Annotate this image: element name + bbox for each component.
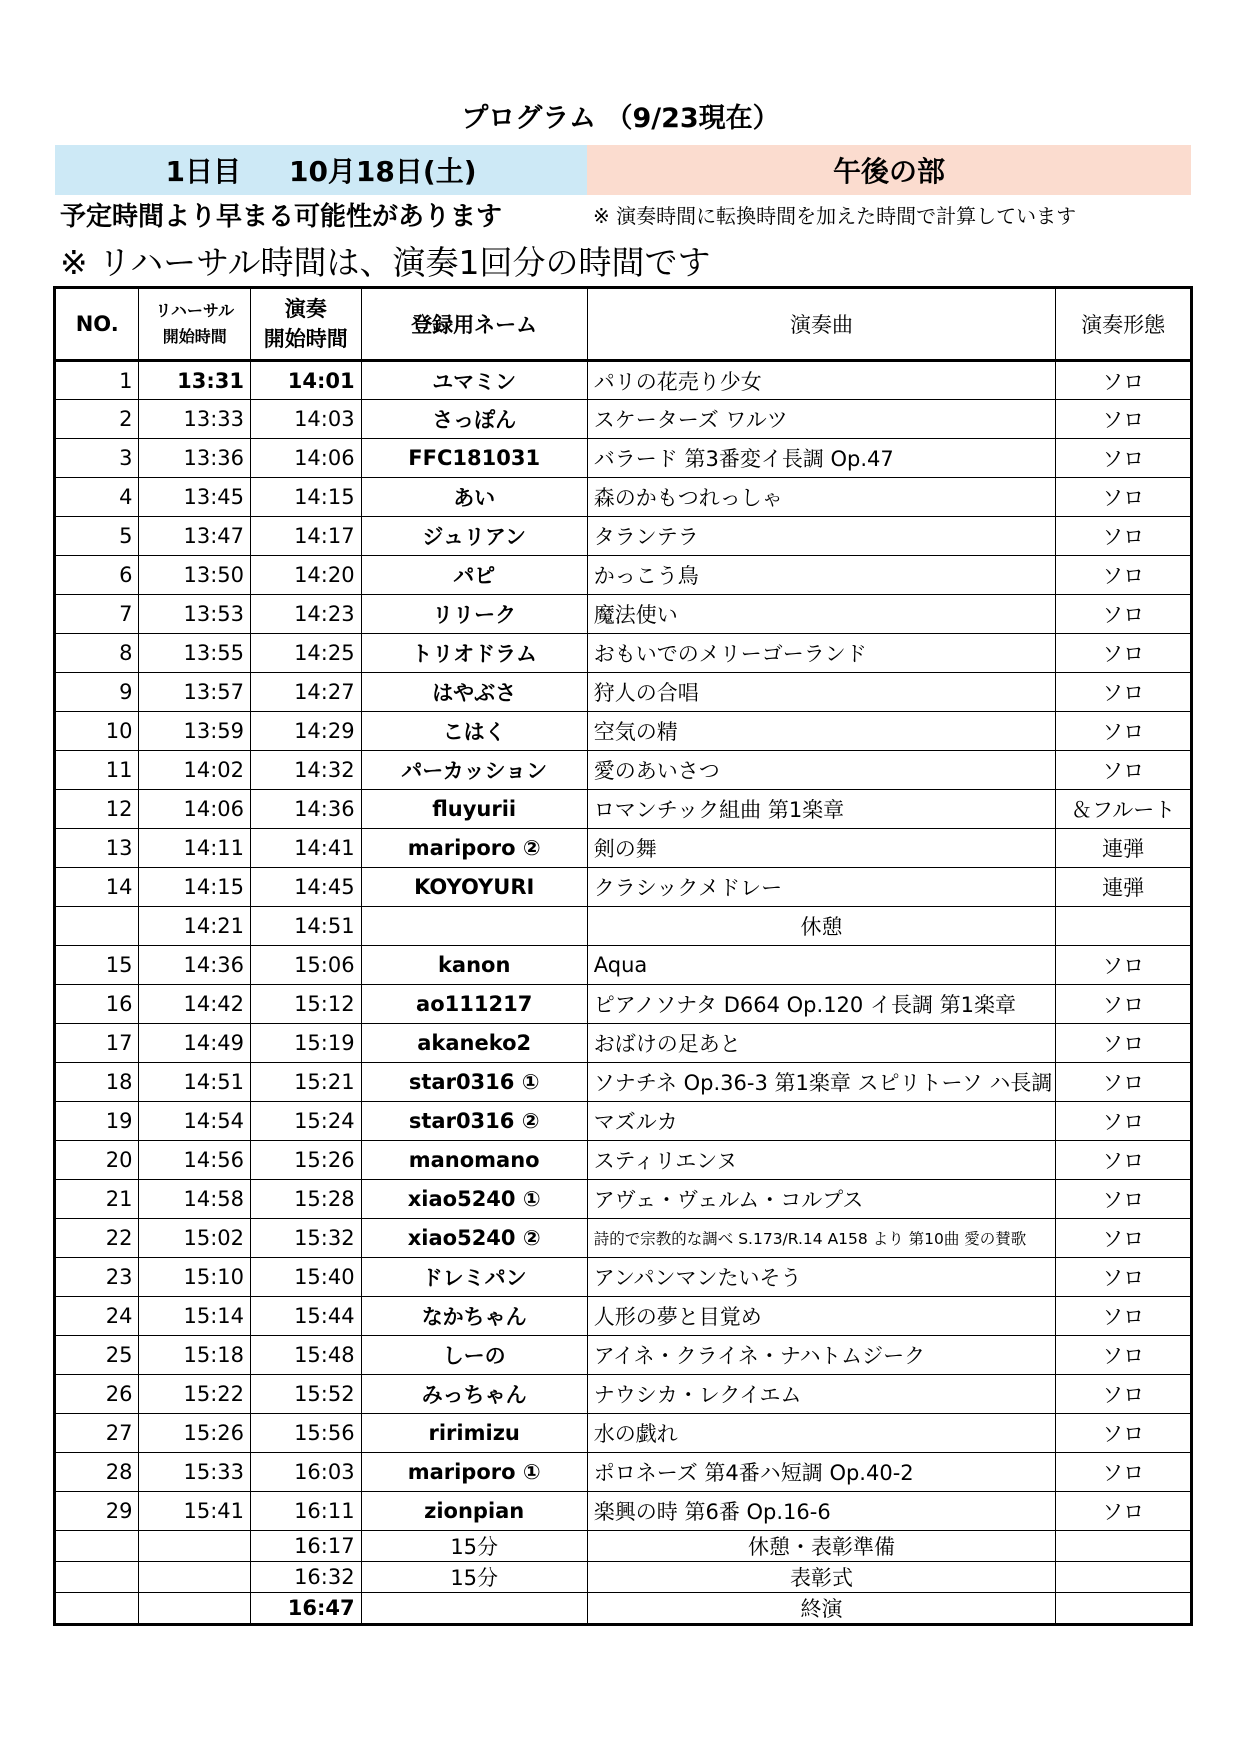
row-performance-time: 14:17 xyxy=(251,517,362,556)
table-row xyxy=(55,1414,1192,1453)
row-rehearsal-time xyxy=(139,1531,251,1562)
row-form: ソロ xyxy=(1056,517,1192,556)
row-piece: 水の戯れ xyxy=(587,1414,1055,1453)
table-row xyxy=(55,1063,1192,1102)
row-form: ソロ xyxy=(1056,595,1192,634)
row-form: ソロ xyxy=(1056,1375,1192,1414)
table-row xyxy=(55,556,1192,595)
table-row xyxy=(55,868,1192,907)
row-form: ソロ xyxy=(1056,634,1192,673)
row-performance-time: 14:25 xyxy=(251,634,362,673)
row-form: ソロ xyxy=(1056,1063,1192,1102)
row-piece: アヴェ・ヴェルム・コルプス xyxy=(587,1180,1055,1219)
row-name: star0316 ① xyxy=(361,1063,587,1102)
row-piece: タランテラ xyxy=(587,517,1055,556)
row-performance-time: 15:24 xyxy=(251,1102,362,1141)
row-piece: ポロネーズ 第4番ハ短調 Op.40-2 xyxy=(587,1453,1055,1492)
row-no: 4 xyxy=(55,478,139,517)
row-rehearsal-time: 15:02 xyxy=(139,1219,251,1258)
row-no: 26 xyxy=(55,1375,139,1414)
row-name: トリオドラム xyxy=(361,634,587,673)
row-rehearsal-time: 15:18 xyxy=(139,1336,251,1375)
table-row xyxy=(55,1297,1192,1336)
row-no: 1 xyxy=(55,361,139,400)
row-form: ソロ xyxy=(1056,556,1192,595)
row-rehearsal-time: 14:06 xyxy=(139,790,251,829)
row-no: 6 xyxy=(55,556,139,595)
row-no: 27 xyxy=(55,1414,139,1453)
row-no: 9 xyxy=(55,673,139,712)
row-form: ソロ xyxy=(1056,1414,1192,1453)
row-piece: パリの花売り少女 xyxy=(587,361,1055,400)
table-row xyxy=(55,517,1192,556)
day-label: 1日目 xyxy=(165,155,241,188)
row-no: 15 xyxy=(55,946,139,985)
calc-note: ※ 演奏時間に転換時間を加えた時間で計算しています xyxy=(593,204,1077,228)
row-form: ソロ xyxy=(1056,1102,1192,1141)
row-no: 19 xyxy=(55,1102,139,1141)
header-no: NO. xyxy=(55,288,139,361)
row-form: ソロ xyxy=(1056,946,1192,985)
row-piece: アンパンマンたいそう xyxy=(587,1258,1055,1297)
table-row xyxy=(55,1102,1192,1141)
row-performance-time: 16:11 xyxy=(251,1492,362,1531)
row-rehearsal-time: 13:36 xyxy=(139,439,251,478)
row-performance-time: 14:29 xyxy=(251,712,362,751)
row-rehearsal-time: 13:45 xyxy=(139,478,251,517)
table-row xyxy=(55,1024,1192,1063)
row-performance-time: 15:48 xyxy=(251,1336,362,1375)
table-row xyxy=(55,1562,1192,1593)
table-row xyxy=(55,1492,1192,1531)
table-row xyxy=(55,829,1192,868)
table-row xyxy=(55,1180,1192,1219)
day-bar xyxy=(55,145,587,195)
row-name: ririmizu xyxy=(361,1414,587,1453)
header-name: 登録用ネーム xyxy=(361,288,587,361)
row-form: ソロ xyxy=(1056,439,1192,478)
row-piece: 狩人の合唱 xyxy=(587,673,1055,712)
row-no: 8 xyxy=(55,634,139,673)
row-form: ソロ xyxy=(1056,1258,1192,1297)
row-form xyxy=(1056,1562,1192,1593)
row-form: ＆フルート xyxy=(1056,790,1192,829)
table-row xyxy=(55,985,1192,1024)
row-rehearsal-time xyxy=(139,1562,251,1593)
row-performance-time: 14:23 xyxy=(251,595,362,634)
row-rehearsal-time: 13:59 xyxy=(139,712,251,751)
row-piece: ピアノソナタ D664 Op.120 イ長調 第1楽章 xyxy=(587,985,1055,1024)
row-no: 13 xyxy=(55,829,139,868)
header-form: 演奏形態 xyxy=(1056,288,1192,361)
row-rehearsal-time: 14:15 xyxy=(139,868,251,907)
row-performance-time: 14:36 xyxy=(251,790,362,829)
row-performance-time: 16:47 xyxy=(251,1593,362,1625)
row-piece: 終演 xyxy=(587,1593,1055,1625)
row-piece: おもいでのメリーゴーランド xyxy=(587,634,1055,673)
row-rehearsal-time: 14:58 xyxy=(139,1180,251,1219)
row-piece: 愛のあいさつ xyxy=(587,751,1055,790)
row-name: はやぶさ xyxy=(361,673,587,712)
row-performance-time: 15:56 xyxy=(251,1414,362,1453)
row-name: さっぽん xyxy=(361,400,587,439)
row-name: ドレミパン xyxy=(361,1258,587,1297)
row-form: ソロ xyxy=(1056,1219,1192,1258)
row-performance-time: 15:44 xyxy=(251,1297,362,1336)
row-form: 連弾 xyxy=(1056,868,1192,907)
row-form: 連弾 xyxy=(1056,829,1192,868)
table-row xyxy=(55,946,1192,985)
row-rehearsal-time: 13:53 xyxy=(139,595,251,634)
row-name xyxy=(361,1593,587,1625)
session-bar xyxy=(587,145,1191,195)
row-name: xiao5240 ① xyxy=(361,1180,587,1219)
table-row xyxy=(55,790,1192,829)
row-form xyxy=(1056,907,1192,946)
row-name: ao111217 xyxy=(361,985,587,1024)
row-piece: 空気の精 xyxy=(587,712,1055,751)
row-rehearsal-time: 15:33 xyxy=(139,1453,251,1492)
row-rehearsal-time: 14:42 xyxy=(139,985,251,1024)
header-piece: 演奏曲 xyxy=(587,288,1055,361)
row-no: 28 xyxy=(55,1453,139,1492)
table-header-row xyxy=(55,288,1192,361)
row-performance-time: 15:32 xyxy=(251,1219,362,1258)
row-performance-time: 16:03 xyxy=(251,1453,362,1492)
row-piece: 詩的で宗教的な調べ S.173/R.14 A158 より 第10曲 愛の賛歌 xyxy=(587,1219,1055,1258)
table-row xyxy=(55,907,1192,946)
row-piece: スケーターズ ワルツ xyxy=(587,400,1055,439)
header-rehearsal-line1: リハーサル xyxy=(155,301,235,320)
row-name: リリーク xyxy=(361,595,587,634)
row-no xyxy=(55,907,139,946)
row-piece: 剣の舞 xyxy=(587,829,1055,868)
row-name: 15分 xyxy=(361,1531,587,1562)
row-no: 16 xyxy=(55,985,139,1024)
row-performance-time: 16:32 xyxy=(251,1562,362,1593)
row-rehearsal-time: 14:54 xyxy=(139,1102,251,1141)
row-performance-time: 15:28 xyxy=(251,1180,362,1219)
row-no: 29 xyxy=(55,1492,139,1531)
table-row xyxy=(55,595,1192,634)
row-piece: クラシックメドレー xyxy=(587,868,1055,907)
row-no xyxy=(55,1531,139,1562)
row-name: mariporo ① xyxy=(361,1453,587,1492)
row-form: ソロ xyxy=(1056,478,1192,517)
row-name: mariporo ② xyxy=(361,829,587,868)
row-rehearsal-time: 15:41 xyxy=(139,1492,251,1531)
row-form: ソロ xyxy=(1056,985,1192,1024)
row-name: zionpian xyxy=(361,1492,587,1531)
row-piece: 魔法使い xyxy=(587,595,1055,634)
row-performance-time: 14:20 xyxy=(251,556,362,595)
table-row xyxy=(55,439,1192,478)
row-name: fluyurii xyxy=(361,790,587,829)
row-piece: 森のかもつれっしゃ xyxy=(587,478,1055,517)
row-form: ソロ xyxy=(1056,1336,1192,1375)
row-name: みっちゃん xyxy=(361,1375,587,1414)
row-form: ソロ xyxy=(1056,1180,1192,1219)
row-piece: マズルカ xyxy=(587,1102,1055,1141)
table-row xyxy=(55,1219,1192,1258)
row-rehearsal-time: 14:11 xyxy=(139,829,251,868)
row-performance-time: 14:45 xyxy=(251,868,362,907)
row-name: star0316 ② xyxy=(361,1102,587,1141)
row-name xyxy=(361,907,587,946)
page-title: プログラム （9/23現在） xyxy=(461,103,780,134)
row-rehearsal-time: 15:14 xyxy=(139,1297,251,1336)
row-rehearsal-time: 13:57 xyxy=(139,673,251,712)
row-form xyxy=(1056,1531,1192,1562)
row-rehearsal-time: 14:51 xyxy=(139,1063,251,1102)
early-note: 予定時間より早まる可能性があります xyxy=(60,202,503,232)
row-performance-time: 14:32 xyxy=(251,751,362,790)
row-performance-time: 14:51 xyxy=(251,907,362,946)
row-form: ソロ xyxy=(1056,400,1192,439)
row-name: パピ xyxy=(361,556,587,595)
row-name: manomano xyxy=(361,1141,587,1180)
row-name: FFC181031 xyxy=(361,439,587,478)
row-form: ソロ xyxy=(1056,361,1192,400)
row-no: 23 xyxy=(55,1258,139,1297)
row-rehearsal-time: 15:10 xyxy=(139,1258,251,1297)
row-piece: Aqua xyxy=(587,946,1055,985)
row-no: 18 xyxy=(55,1063,139,1102)
row-piece: バラード 第3番変イ長調 Op.47 xyxy=(587,439,1055,478)
row-piece: ソナチネ Op.36-3 第1楽章 スピリトーソ ハ長調 xyxy=(587,1063,1055,1102)
row-piece: 楽興の時 第6番 Op.16-6 xyxy=(587,1492,1055,1531)
row-rehearsal-time: 15:26 xyxy=(139,1414,251,1453)
row-form: ソロ xyxy=(1056,1492,1192,1531)
row-name: あい xyxy=(361,478,587,517)
row-name: ジュリアン xyxy=(361,517,587,556)
row-rehearsal-time: 14:36 xyxy=(139,946,251,985)
header-perf-line2: 開始時間 xyxy=(263,327,348,351)
row-form: ソロ xyxy=(1056,1453,1192,1492)
row-form: ソロ xyxy=(1056,751,1192,790)
row-form xyxy=(1056,1593,1192,1625)
row-no: 22 xyxy=(55,1219,139,1258)
table-row xyxy=(55,1593,1192,1625)
row-no xyxy=(55,1593,139,1625)
row-performance-time: 14:15 xyxy=(251,478,362,517)
row-name: パーカッション xyxy=(361,751,587,790)
row-performance-time: 14:27 xyxy=(251,673,362,712)
row-no: 12 xyxy=(55,790,139,829)
header-performance-start xyxy=(251,288,362,361)
table-row xyxy=(55,361,1192,400)
row-rehearsal-time: 13:47 xyxy=(139,517,251,556)
row-form: ソロ xyxy=(1056,712,1192,751)
row-name: ユマミン xyxy=(361,361,587,400)
table-row xyxy=(55,712,1192,751)
row-performance-time: 15:40 xyxy=(251,1258,362,1297)
row-piece: 休憩 xyxy=(587,907,1055,946)
table-row xyxy=(55,400,1192,439)
row-name: 15分 xyxy=(361,1562,587,1593)
row-rehearsal-time: 13:55 xyxy=(139,634,251,673)
table-row xyxy=(55,1336,1192,1375)
row-performance-time: 14:06 xyxy=(251,439,362,478)
row-piece: スティリエンヌ xyxy=(587,1141,1055,1180)
row-name: KOYOYURI xyxy=(361,868,587,907)
row-piece: 人形の夢と目覚め xyxy=(587,1297,1055,1336)
table-row xyxy=(55,1453,1192,1492)
row-piece: おばけの足あと xyxy=(587,1024,1055,1063)
row-form: ソロ xyxy=(1056,1297,1192,1336)
row-rehearsal-time: 14:56 xyxy=(139,1141,251,1180)
row-performance-time: 14:01 xyxy=(251,361,362,400)
row-form: ソロ xyxy=(1056,673,1192,712)
row-rehearsal-time: 14:02 xyxy=(139,751,251,790)
row-piece: ロマンチック組曲 第1楽章 xyxy=(587,790,1055,829)
row-piece: 休憩・表彰準備 xyxy=(587,1531,1055,1562)
row-name: なかちゃん xyxy=(361,1297,587,1336)
row-no: 7 xyxy=(55,595,139,634)
row-no: 17 xyxy=(55,1024,139,1063)
row-rehearsal-time: 13:50 xyxy=(139,556,251,595)
row-piece: ナウシカ・レクイエム xyxy=(587,1375,1055,1414)
date-label: 10月18日(土) xyxy=(288,155,477,188)
row-no: 20 xyxy=(55,1141,139,1180)
row-performance-time: 15:21 xyxy=(251,1063,362,1102)
header-rehearsal-start xyxy=(139,288,251,361)
row-performance-time: 15:26 xyxy=(251,1141,362,1180)
row-no: 2 xyxy=(55,400,139,439)
row-piece: アイネ・クライネ・ナハトムジーク xyxy=(587,1336,1055,1375)
row-no: 3 xyxy=(55,439,139,478)
row-no xyxy=(55,1562,139,1593)
row-name: akaneko2 xyxy=(361,1024,587,1063)
row-performance-time: 14:03 xyxy=(251,400,362,439)
row-performance-time: 15:12 xyxy=(251,985,362,1024)
session-label: 午後の部 xyxy=(832,155,945,188)
table-row xyxy=(55,1258,1192,1297)
row-no: 5 xyxy=(55,517,139,556)
row-piece: 表彰式 xyxy=(587,1562,1055,1593)
table-row xyxy=(55,673,1192,712)
row-rehearsal-time: 13:31 xyxy=(139,361,251,400)
row-form: ソロ xyxy=(1056,1141,1192,1180)
table-row xyxy=(55,751,1192,790)
row-rehearsal-time xyxy=(139,1593,251,1625)
row-no: 24 xyxy=(55,1297,139,1336)
rehearsal-note: ※ リハーサル時間は、演奏1回分の時間です xyxy=(60,243,711,282)
header-rehearsal-line2: 開始時間 xyxy=(162,327,227,346)
row-no: 21 xyxy=(55,1180,139,1219)
row-name: しーの xyxy=(361,1336,587,1375)
row-rehearsal-time: 14:21 xyxy=(139,907,251,946)
row-performance-time: 15:52 xyxy=(251,1375,362,1414)
program-table xyxy=(53,286,1193,1626)
row-performance-time: 14:41 xyxy=(251,829,362,868)
row-rehearsal-time: 14:49 xyxy=(139,1024,251,1063)
table-row xyxy=(55,1141,1192,1180)
row-piece: かっこう鳥 xyxy=(587,556,1055,595)
row-performance-time: 15:19 xyxy=(251,1024,362,1063)
row-rehearsal-time: 15:22 xyxy=(139,1375,251,1414)
table-row xyxy=(55,478,1192,517)
row-name: xiao5240 ② xyxy=(361,1219,587,1258)
row-performance-time: 15:06 xyxy=(251,946,362,985)
row-no: 11 xyxy=(55,751,139,790)
row-form: ソロ xyxy=(1056,1024,1192,1063)
row-no: 10 xyxy=(55,712,139,751)
row-no: 25 xyxy=(55,1336,139,1375)
row-performance-time: 16:17 xyxy=(251,1531,362,1562)
table-row xyxy=(55,1531,1192,1562)
table-row xyxy=(55,634,1192,673)
header-perf-line1: 演奏 xyxy=(284,297,327,321)
row-name: kanon xyxy=(361,946,587,985)
row-no: 14 xyxy=(55,868,139,907)
table-row xyxy=(55,1375,1192,1414)
row-name: こはく xyxy=(361,712,587,751)
row-rehearsal-time: 13:33 xyxy=(139,400,251,439)
